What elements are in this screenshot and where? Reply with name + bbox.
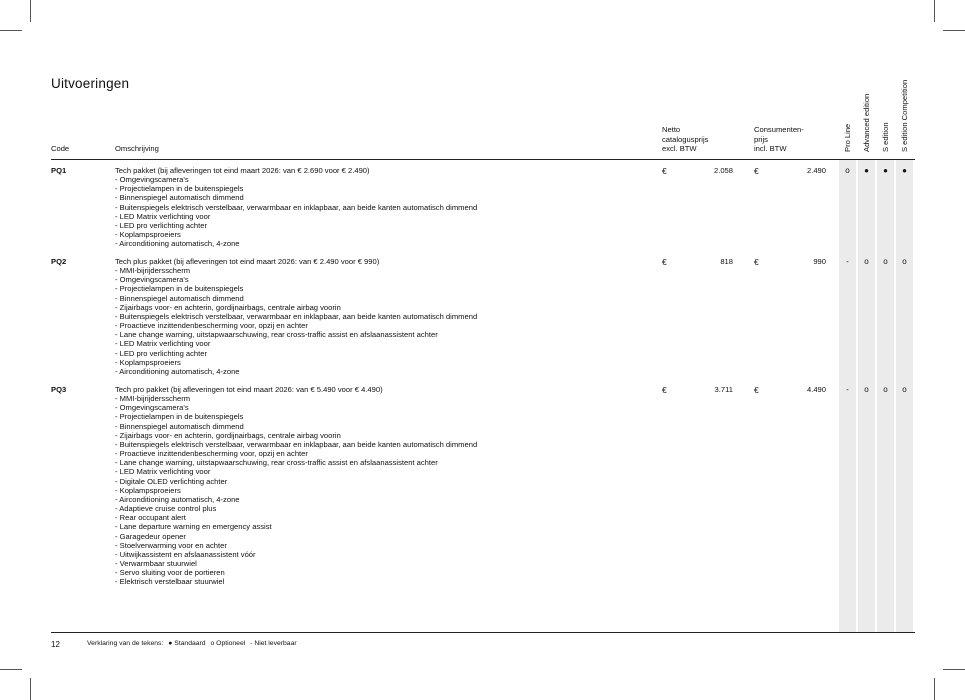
availability-symbol: o — [864, 385, 869, 394]
package-feature: - Garagedeur opener — [115, 531, 186, 541]
package-feature: - Lane departure warning en emergency assist — [115, 522, 272, 532]
row-code: PQ2 — [51, 257, 67, 266]
package-feature: - Airconditioning automatisch, 4-zone — [115, 366, 240, 376]
header-net-price-line: excl. BTW — [662, 144, 697, 153]
availability-symbol: ● — [883, 166, 888, 175]
package-feature: - Airconditioning automatisch, 4-zone — [115, 239, 240, 249]
package-feature: - Buitenspiegels elektrisch verstelbaar, verwarmbaar en inklapbaar, aan beide kanten automatisch dimmend — [115, 439, 478, 449]
table-row — [0, 257, 965, 380]
row-description — [115, 257, 477, 376]
header-edition-s: S edition — [881, 122, 890, 152]
package-feature: - Binnenspiegel automatisch dimmend — [115, 293, 244, 303]
package-feature: - Rear occupant alert — [115, 513, 186, 523]
package-feature: - Projectielampen in de buitenspiegels — [115, 284, 244, 294]
package-feature: - Adaptieve cruise control plus — [115, 504, 217, 514]
page-title: Uitvoeringen — [51, 76, 130, 92]
crop-mark — [934, 678, 935, 700]
header-consumer-price-line: Consumenten- — [754, 125, 804, 134]
euro-icon: € — [754, 385, 759, 395]
package-feature: - LED Matrix verlichting voor — [115, 467, 211, 477]
footer-rule — [51, 632, 915, 633]
package-feature: - Binnenspiegel automatisch dimmend — [115, 421, 244, 431]
package-feature: - LED pro verlichting achter — [115, 220, 208, 230]
crop-mark — [0, 30, 22, 31]
row-code: PQ1 — [51, 166, 67, 175]
consumer-price: 4.490 — [806, 385, 826, 394]
package-feature: - Zijairbags voor- en achterin, gordijnairbags, centrale airbag voorin — [115, 430, 341, 440]
crop-mark — [30, 678, 31, 700]
legend-optional: Optioneel — [216, 640, 246, 647]
euro-icon: € — [662, 166, 667, 176]
package-feature: - Lane change warning, uitstapwaarschuwing, rear cross-traffic assist en afslaanassistent achter — [115, 330, 438, 340]
package-title: Tech pro pakket (bij afleveringen tot eind maart 2026: van € 5.490 voor € 4.490) — [115, 385, 383, 394]
package-feature: - Koplampsproeiers — [115, 357, 181, 367]
package-feature: - Digitale OLED verlichting achter — [115, 476, 228, 486]
availability-symbol: o — [902, 385, 907, 394]
header-net-price-line: catalogusprijs — [662, 134, 709, 144]
availability-symbol: o — [864, 257, 869, 266]
package-feature: - Binnenspiegel automatisch dimmend — [115, 193, 244, 203]
legend-optional-symbol: o — [210, 640, 215, 647]
net-price: 3.711 — [714, 385, 733, 394]
row-code: PQ3 — [51, 385, 67, 394]
table-row — [0, 385, 965, 590]
package-feature: - LED pro verlichting achter — [115, 348, 208, 358]
package-feature: - Elektrisch verstelbaar stuurwiel — [115, 577, 225, 587]
package-feature: - LED Matrix verlichting voor — [115, 339, 211, 349]
header-net-price — [662, 125, 708, 154]
package-feature: - Projectielampen in de buitenspiegels — [115, 412, 244, 422]
header-code: Code — [51, 144, 70, 153]
header-edition-pro-line: Pro Line — [843, 123, 852, 152]
header-rule — [51, 159, 915, 160]
consumer-price: 990 — [813, 257, 826, 266]
package-feature: - Omgevingscamera's — [115, 175, 189, 185]
package-feature: - Zijairbags voor- en achterin, gordijnairbags, centrale airbag voorin — [115, 302, 341, 312]
row-description — [115, 385, 477, 586]
package-title: Tech plus pakket (bij afleveringen tot eind maart 2026: van € 2.490 voor € 990) — [115, 257, 380, 266]
availability-symbol: o — [845, 166, 850, 175]
package-feature: - Omgevingscamera's — [115, 403, 189, 413]
header-edition-s-competition: S edition Competition — [900, 79, 909, 152]
euro-icon: € — [754, 257, 759, 267]
table-row — [0, 166, 965, 252]
crop-mark — [0, 669, 22, 670]
euro-icon: € — [662, 257, 667, 267]
legend-unavailable: Niet leverbaar — [254, 640, 297, 647]
euro-icon: € — [662, 385, 667, 395]
legend-standard-symbol: ● — [168, 640, 173, 647]
package-feature: - Buitenspiegels elektrisch verstelbaar, verwarmbaar en inklapbaar, aan beide kanten automatisch dimmend — [115, 202, 478, 212]
availability-symbol: o — [883, 385, 888, 394]
package-feature: - Omgevingscamera's — [115, 275, 189, 285]
package-feature: - Verwarmbaar stuurwiel — [115, 558, 197, 568]
crop-mark — [943, 30, 965, 31]
header-consumer-price — [754, 125, 804, 154]
header-consumer-price-line: prijs — [754, 134, 768, 144]
crop-mark — [30, 0, 31, 22]
package-feature: - Servo sluiting voor de portieren — [115, 568, 225, 578]
package-feature: - Projectielampen in de buitenspiegels — [115, 184, 244, 194]
package-feature: - Lane change warning, uitstapwaarschuwing, rear cross-traffic assist en afslaanassistent achter — [115, 458, 438, 468]
header-description: Omschrijving — [115, 144, 159, 153]
package-feature: - Uitwijkassistent en afslaanassistent vóór — [115, 549, 256, 559]
availability-symbol: ● — [864, 166, 869, 175]
availability-symbol: - — [846, 385, 849, 394]
package-feature: - MMI-bijrijdersscherm — [115, 266, 191, 276]
package-feature: - Proactieve inzittendenbescherming voor, opzij en achter — [115, 321, 308, 331]
package-feature: - Koplampsproeiers — [115, 230, 181, 240]
crop-mark — [943, 669, 965, 670]
net-price: 818 — [720, 257, 733, 266]
crop-mark — [934, 0, 935, 22]
legend — [87, 640, 297, 647]
legend-standard: Standaard — [174, 640, 206, 647]
availability-symbol: ● — [902, 166, 907, 175]
package-title: Tech pakket (bij afleveringen tot eind maart 2026: van € 2.690 voor € 2.490) — [115, 166, 370, 175]
net-price: 2.058 — [713, 166, 733, 175]
page-number: 12 — [51, 640, 60, 649]
package-feature: - MMI-bijrijdersscherm — [115, 394, 191, 404]
consumer-price: 2.490 — [806, 166, 826, 175]
euro-icon: € — [754, 166, 759, 176]
row-description — [115, 166, 477, 248]
package-feature: - Stoelverwarming voor en achter — [115, 540, 227, 550]
legend-label: Verklaring van de tekens: — [87, 640, 164, 647]
availability-symbol: o — [902, 257, 907, 266]
package-feature: - Airconditioning automatisch, 4-zone — [115, 494, 240, 504]
availability-symbol: o — [883, 257, 888, 266]
header-consumer-price-line: incl. BTW — [754, 144, 787, 153]
package-feature: - Proactieve inzittendenbescherming voor, opzij en achter — [115, 449, 308, 459]
header-edition-advanced: Advanced edition — [862, 93, 871, 152]
package-feature: - LED Matrix verlichting voor — [115, 211, 211, 221]
legend-unavailable-symbol: - — [250, 640, 253, 647]
package-feature: - Koplampsproeiers — [115, 485, 181, 495]
header-net-price-line: Netto — [662, 125, 681, 134]
availability-symbol: - — [846, 257, 849, 266]
package-feature: - Buitenspiegels elektrisch verstelbaar, verwarmbaar en inklapbaar, aan beide kanten automatisch dimmend — [115, 311, 478, 321]
